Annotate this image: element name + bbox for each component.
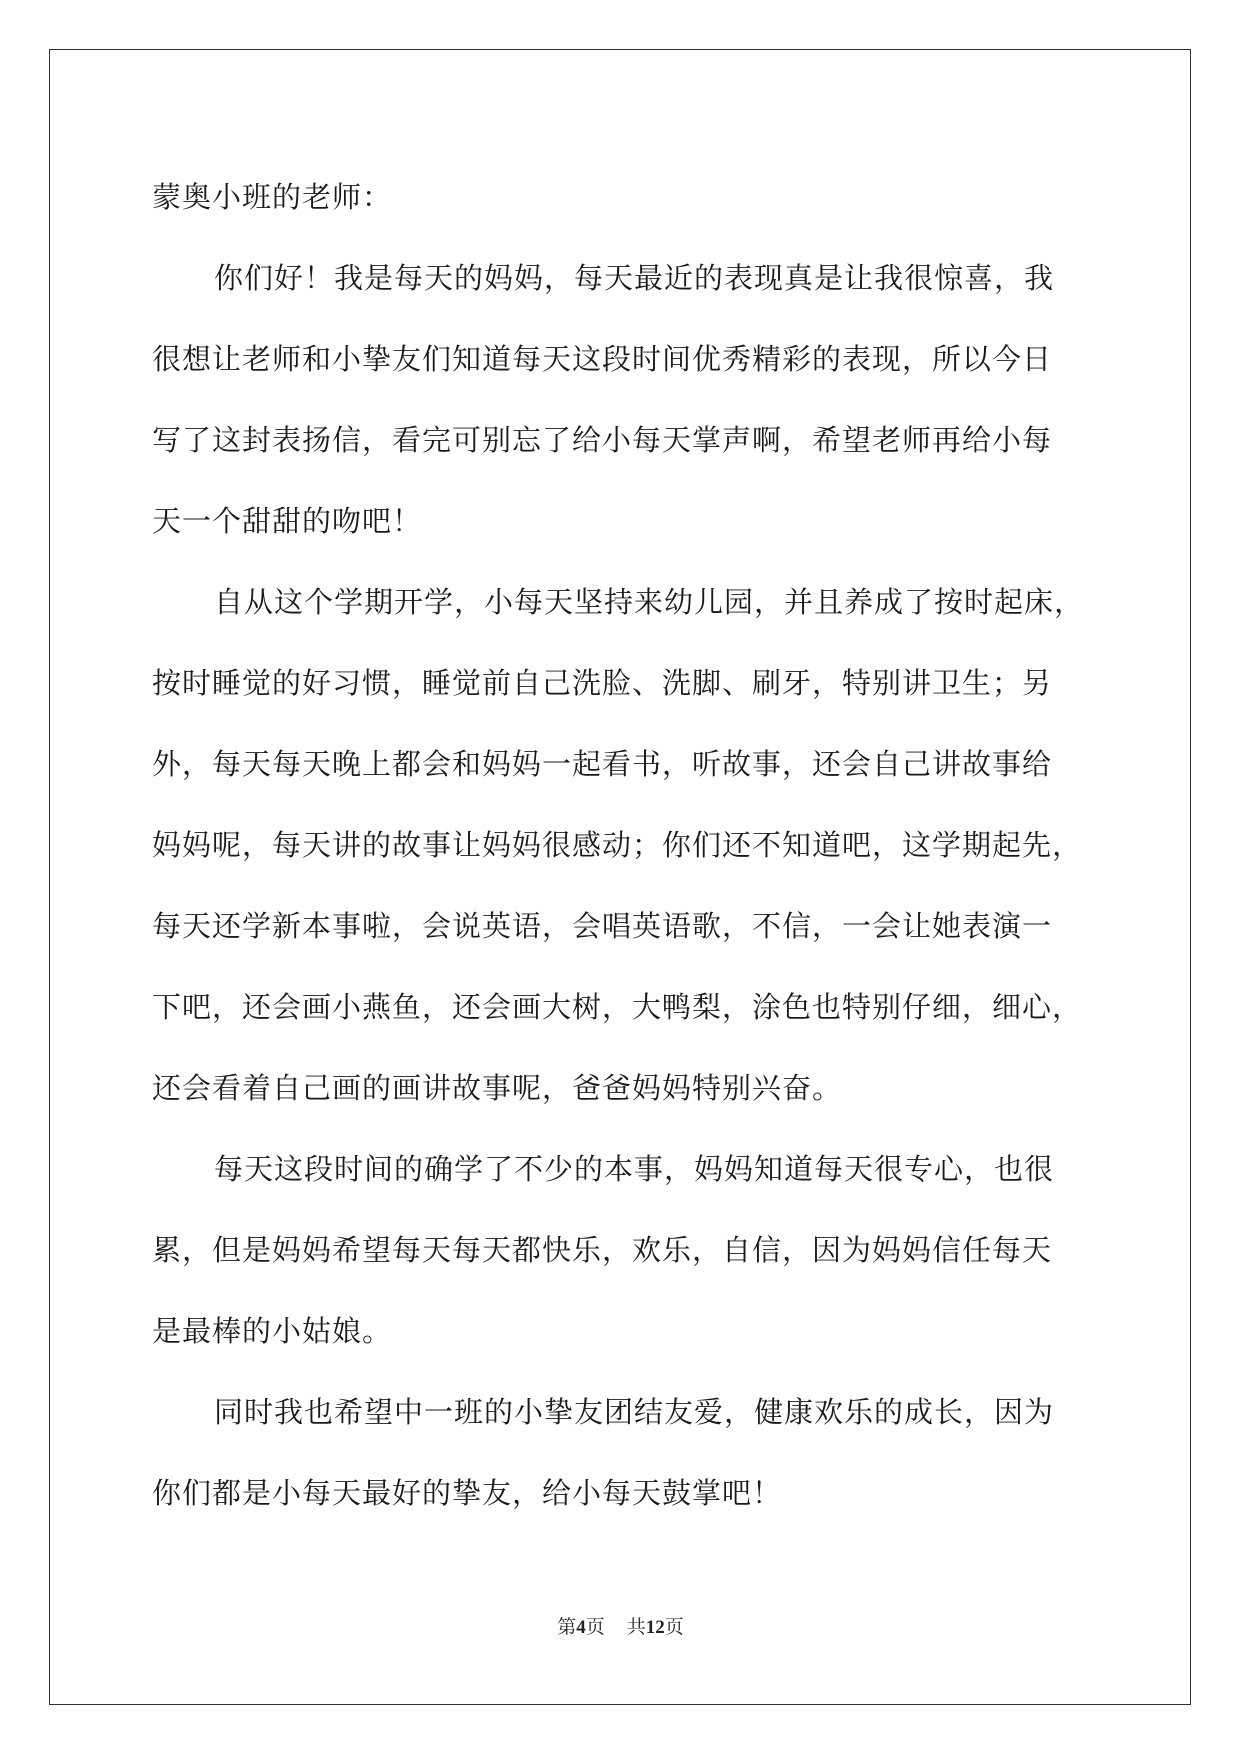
- total-prefix: 共: [626, 1617, 646, 1638]
- paragraph-1-line-1: 你们好！我是每天的妈妈，每天最近的表现真是让我很惊喜，我: [214, 261, 1055, 295]
- page-suffix: 页: [585, 1617, 605, 1638]
- paragraph-3-line-3: 是最棒的小姑娘。: [152, 1314, 393, 1348]
- paragraph-2-line-4: 妈妈呢，每天讲的故事让妈妈很感动；你们还不知道吧，这学期起先，: [152, 828, 1083, 862]
- paragraph-3-line-2: 累，但是妈妈希望每天每天都快乐，欢乐，自信，因为妈妈信任每天: [152, 1233, 1053, 1267]
- paragraph-2-line-6: 下吧，还会画小燕鱼，还会画大树，大鸭梨，涂色也特别仔细，细心，: [152, 990, 1083, 1024]
- salutation-line: 蒙奥小班的老师：: [152, 180, 393, 214]
- paragraph-4-line-2: 你们都是小每天最好的挚友，给小每天鼓掌吧！: [152, 1476, 783, 1510]
- paragraph-1-line-3: 写了这封表扬信，看完可别忘了给小每天掌声啊，希望老师再给小每: [152, 423, 1053, 457]
- paragraph-2-line-3: 外，每天每天晚上都会和妈妈一起看书，听故事，还会自己讲故事给: [152, 747, 1053, 781]
- page-prefix: 第: [557, 1617, 577, 1638]
- total-suffix: 页: [664, 1617, 684, 1638]
- paragraph-2-line-5: 每天还学新本事啦，会说英语，会唱英语歌，不信，一会让她表演一: [152, 909, 1053, 943]
- total-pages: 12: [645, 1617, 665, 1638]
- paragraph-4-line-1: 同时我也希望中一班的小挚友团结友爱，健康欢乐的成长，因为: [214, 1395, 1055, 1429]
- letter-body: [152, 157, 1092, 1534]
- paragraph-2-line-1: 自从这个学期开学，小每天坚持来幼儿园，并且养成了按时起床，: [214, 585, 1085, 619]
- paragraph-1-line-4: 天一个甜甜的吻吧！: [152, 504, 423, 538]
- page-number: 4: [576, 1617, 586, 1638]
- paragraph-2-line-2: 按时睡觉的好习惯，睡觉前自己洗脸、洗脚、刷牙，特别讲卫生；另: [152, 666, 1053, 700]
- paragraph-1-line-2: 很想让老师和小挚友们知道每天这段时间优秀精彩的表现，所以今日: [152, 342, 1053, 376]
- page-footer: [0, 1612, 1241, 1639]
- paragraph-2-line-7: 还会看着自己画的画讲故事呢，爸爸妈妈特别兴奋。: [152, 1071, 843, 1105]
- paragraph-3-line-1: 每天这段时间的确学了不少的本事，妈妈知道每天很专心，也很: [214, 1152, 1055, 1186]
